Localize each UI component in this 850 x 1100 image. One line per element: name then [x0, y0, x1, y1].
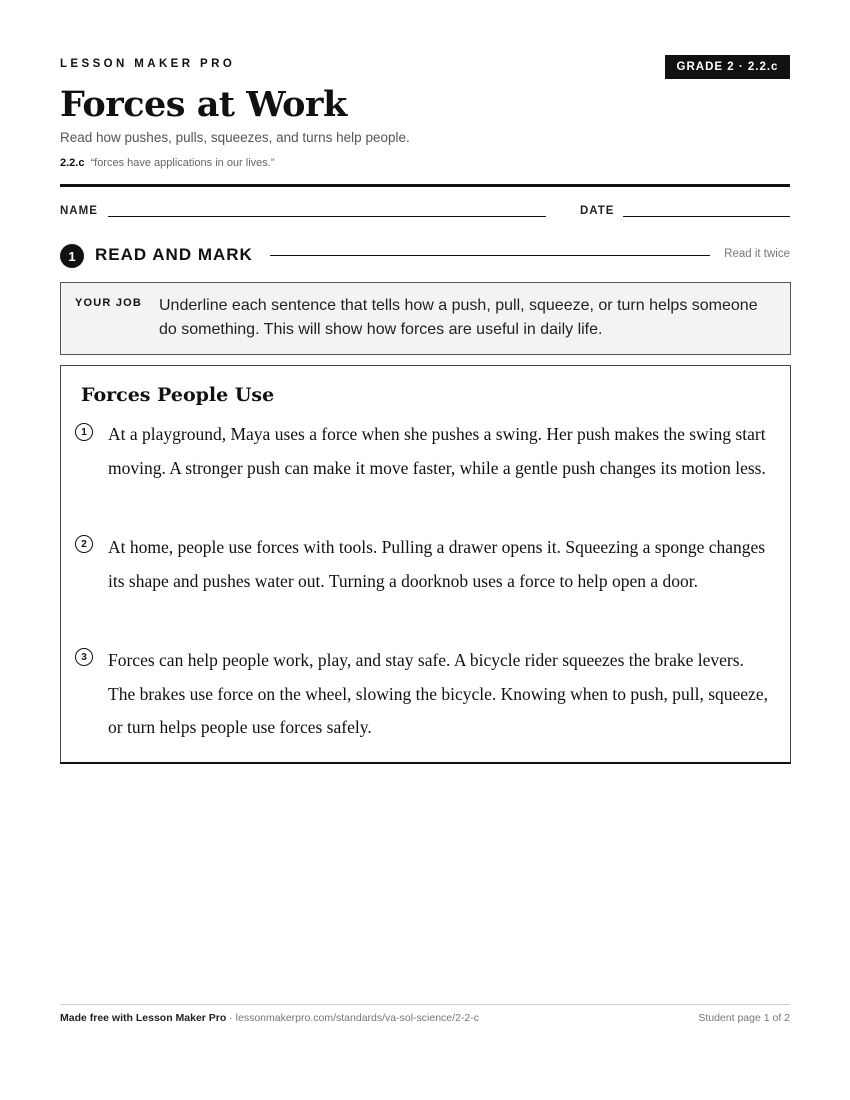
passage-title: Forces People Use — [81, 384, 275, 406]
footer-page-number: Student page 1 of 2 — [698, 1012, 790, 1024]
page-subtitle: Read how pushes, pulls, squeezes, and turns help people. — [60, 130, 410, 145]
section-hint: Read it twice — [724, 248, 790, 260]
standard-quote: “forces have applications in our lives.” — [90, 157, 275, 169]
reading-passage — [60, 365, 791, 764]
instructions-label: YOUR JOB — [75, 297, 143, 309]
passage-paragraph-2[interactable]: At home, people use forces with tools. Pulling a drawer opens it. Squeezing a sponge changes its shape and pushes water out. Turning a doorknob uses a force to help open a door. — [108, 537, 766, 591]
name-field[interactable] — [108, 216, 546, 217]
standard-code: 2.2.c — [60, 157, 85, 169]
name-label: NAME — [60, 205, 98, 217]
date-label: DATE — [580, 205, 615, 217]
section-divider — [270, 255, 710, 256]
grade-badge: GRADE 2 · 2.2.c — [665, 55, 790, 79]
passage-paragraph-1[interactable]: At a playground, Maya uses a force when she pushes a swing. Her push makes the swing start moving. A stronger push can make it move faster, while a gentle push changes its motion less. — [108, 424, 766, 478]
passage-paragraph-3[interactable]: Forces can help people work, play, and stay safe. A bicycle rider squeezes the brake levers. The brakes use force on the wheel, slowing the bicycle. Knowing when to push, pull, squeeze, or turn helps people use forces safely. — [108, 650, 768, 737]
paragraph-number-2: 2 — [75, 535, 93, 553]
footer-url[interactable]: · lessonmakerpro.com/standards/va-sol-science/2-2-c — [226, 1012, 479, 1024]
instructions-box — [60, 282, 791, 355]
footer-credit — [60, 1012, 479, 1024]
page-title: Forces at Work — [60, 84, 347, 125]
footer-divider — [60, 1004, 790, 1005]
standard-reference — [60, 157, 275, 169]
section-title: READ AND MARK — [95, 245, 253, 264]
brand-name: LESSON MAKER PRO — [60, 58, 236, 70]
footer-made-with: Made free with Lesson Maker Pro — [60, 1012, 227, 1024]
instructions-text: Underline each sentence that tells how a push, pull, squeeze, or turn helps someone do something. This will show how forces are useful in daily life. — [159, 297, 758, 338]
header-divider — [60, 184, 790, 187]
section-number-badge: 1 — [60, 244, 84, 268]
date-field[interactable] — [623, 216, 790, 217]
paragraph-number-1: 1 — [75, 423, 93, 441]
paragraph-number-3: 3 — [75, 648, 93, 666]
